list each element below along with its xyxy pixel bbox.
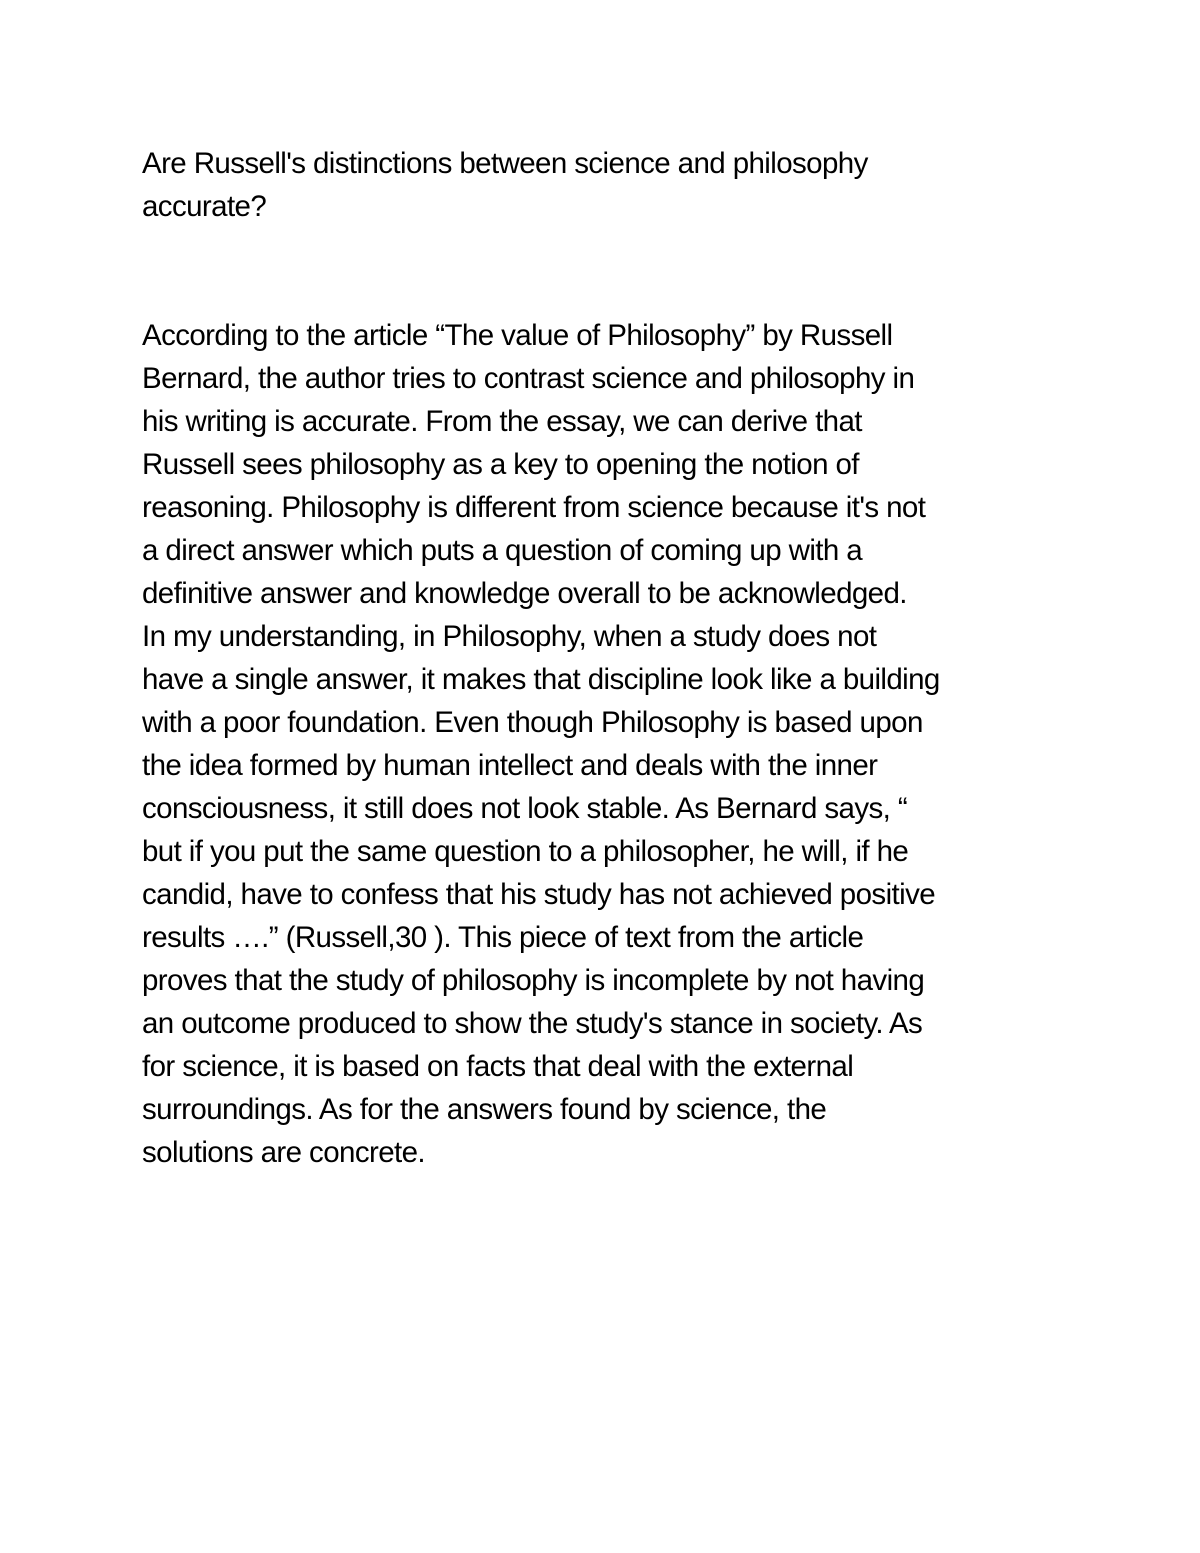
body-line: solutions are concrete. [142,1136,426,1169]
body-line: definitive answer and knowledge overall to be acknowledged. [142,577,907,610]
body-line: Russell sees philosophy as a key to opening the notion of [142,448,859,481]
body-line: According to the article “The value of Philosophy” by Russell [142,319,893,352]
document-content [142,142,1062,1174]
body-line: proves that the study of philosophy is incomplete by not having [142,964,925,997]
body-line: have a single answer, it makes that discipline look like a building [142,663,940,696]
body-line: but if you put the same question to a philosopher, he will, if he [142,835,909,868]
body-line: for science, it is based on facts that deal with the external [142,1050,854,1083]
body-line: the idea formed by human intellect and deals with the inner [142,749,878,782]
body-line: candid, have to confess that his study has not achieved positive [142,878,936,911]
body-line: In my understanding, in Philosophy, when a study does not [142,620,877,653]
title-line: Are Russell's distinctions between science and philosophy [142,147,868,180]
body-line: Bernard, the author tries to contrast science and philosophy in [142,362,915,395]
body-line: results ….” (Russell,30 ). This piece of text from the article [142,921,864,954]
body-line: consciousness, it still does not look stable. As Bernard says, “ [142,792,908,825]
title-line: accurate? [142,190,267,223]
body-line: reasoning. Philosophy is different from science because it's not [142,491,926,524]
document-title [142,142,1062,228]
body-line: a direct answer which puts a question of coming up with a [142,534,863,567]
document-body [142,314,1062,1174]
body-line: surroundings. As for the answers found by science, the [142,1093,827,1126]
body-line: his writing is accurate. From the essay, we can derive that [142,405,862,438]
body-line: an outcome produced to show the study's stance in society. As [142,1007,923,1040]
body-line: with a poor foundation. Even though Philosophy is based upon [142,706,923,739]
